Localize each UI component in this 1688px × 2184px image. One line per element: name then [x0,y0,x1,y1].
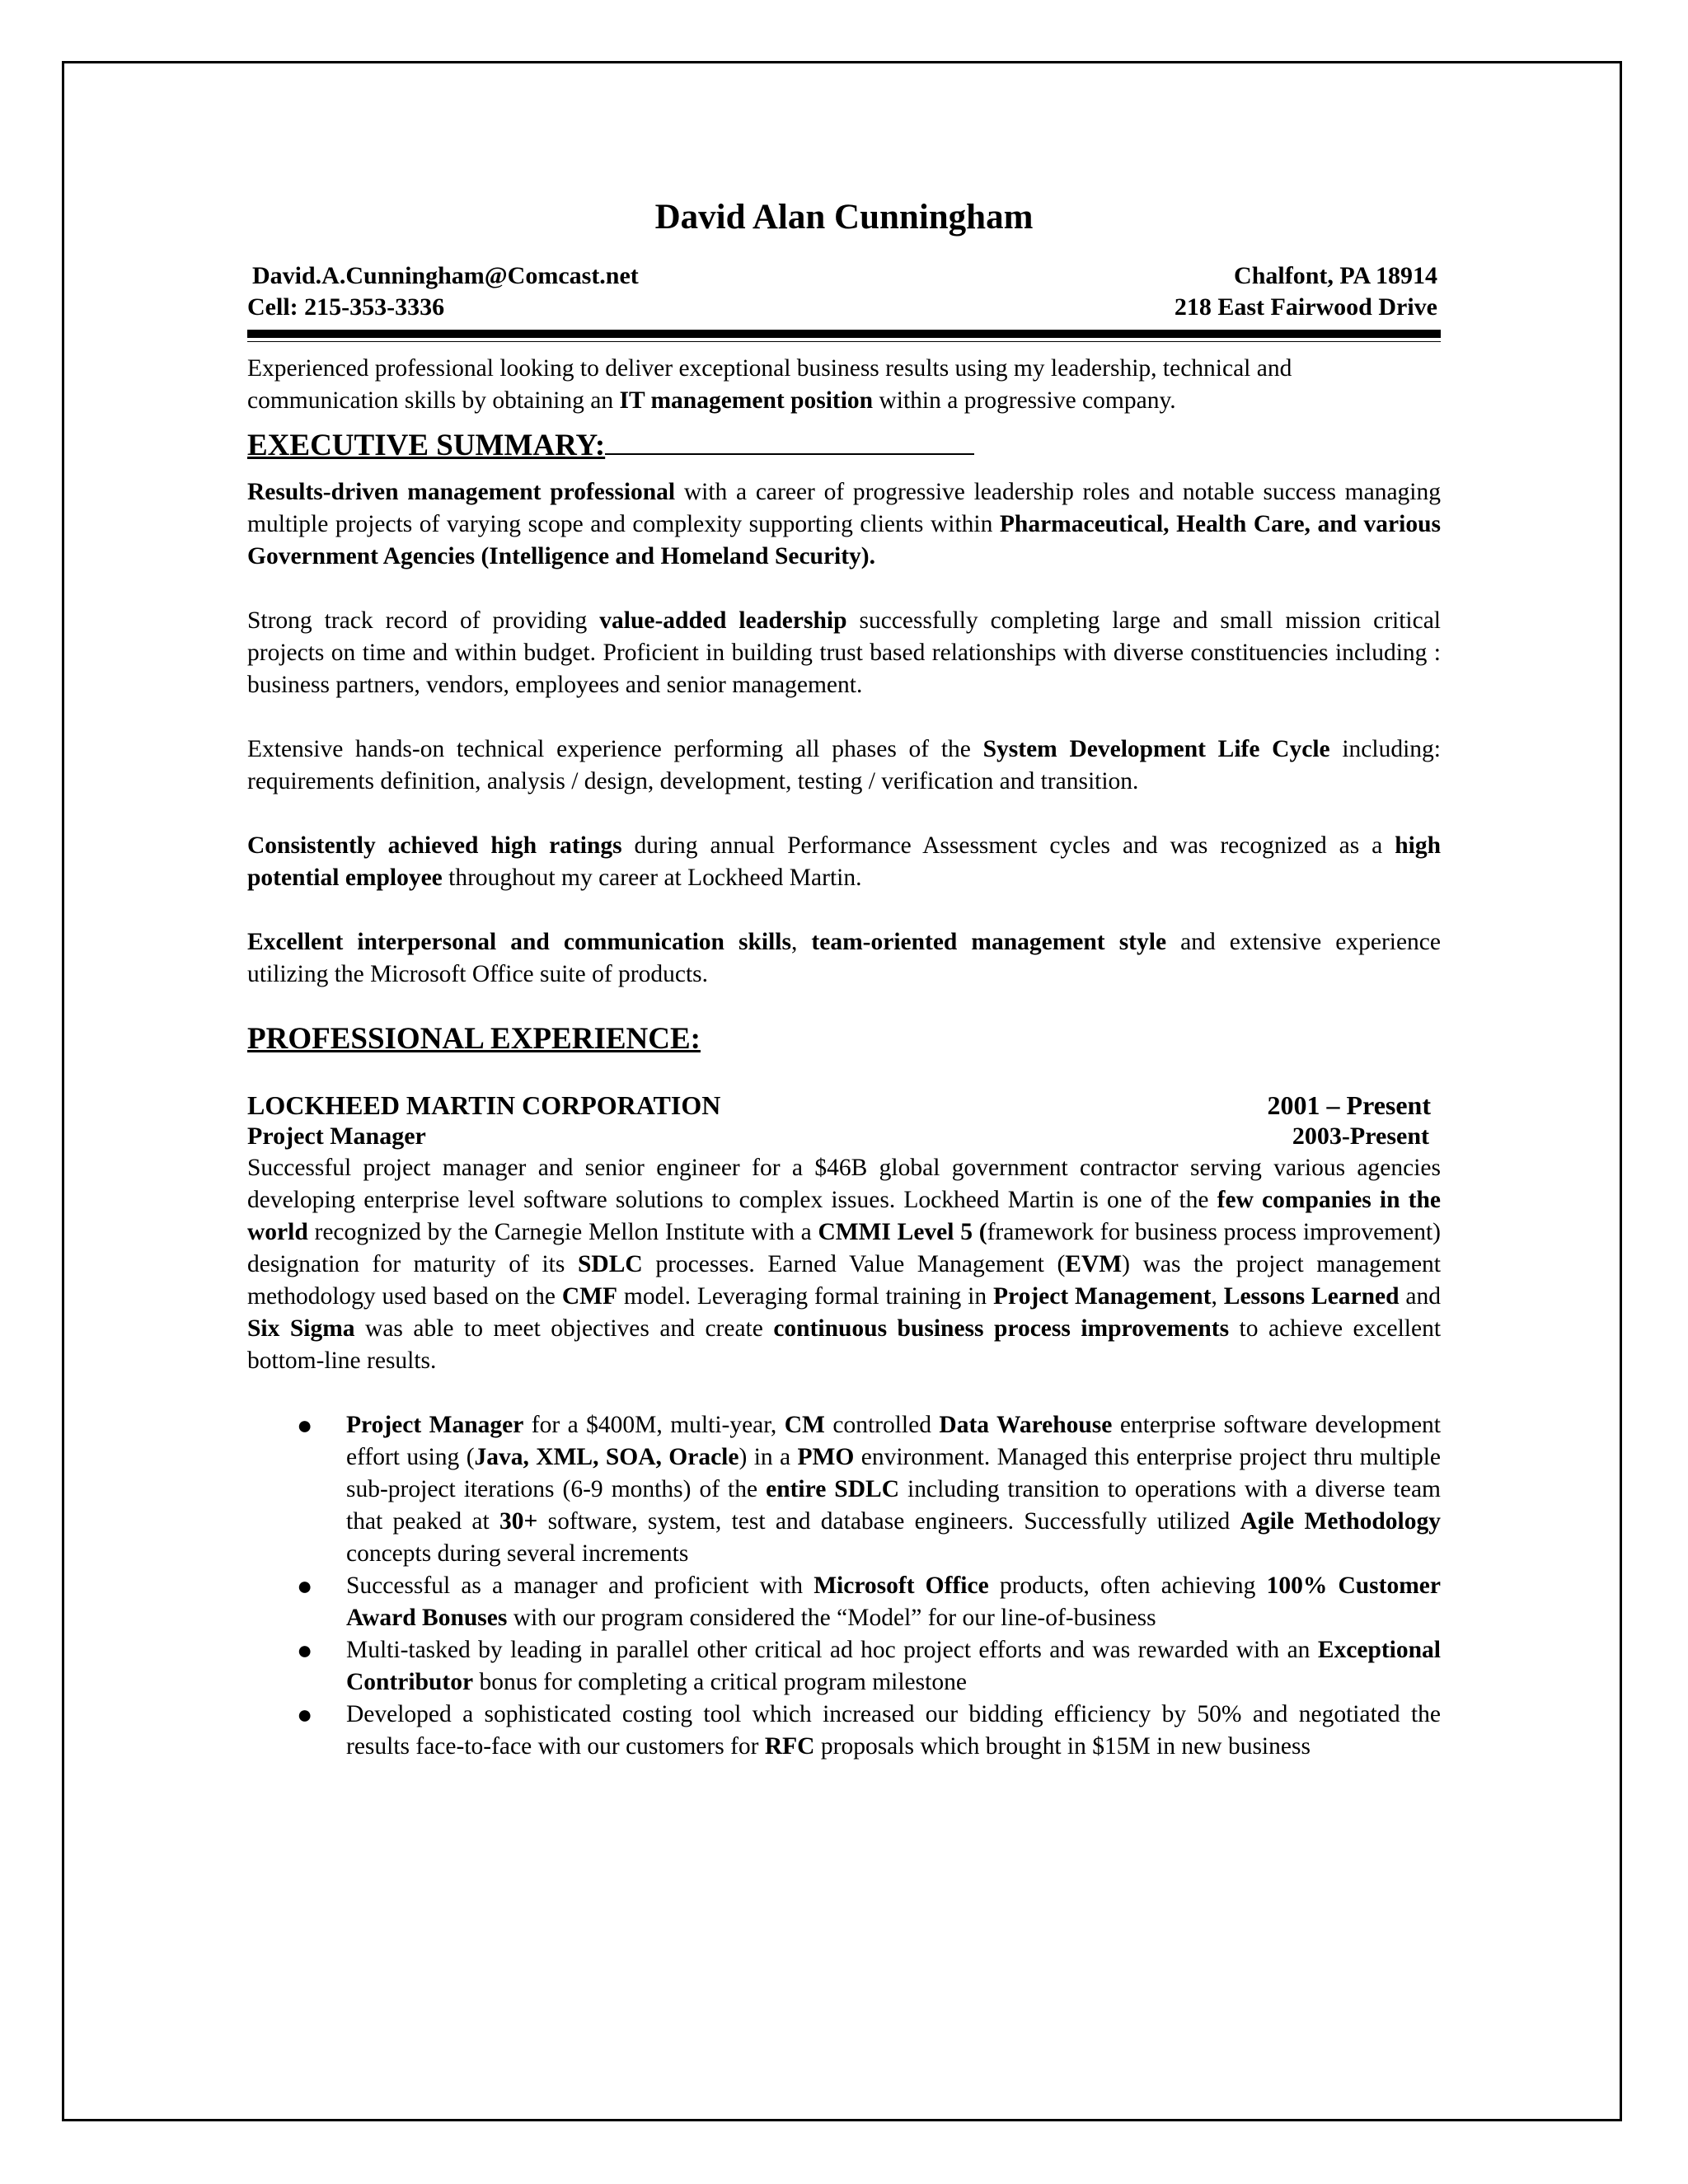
summary-text: successfully completing large and small mission critical projects on time and within budget. Proficient in building trust based relationships with diverse constituencies including : business partners, vendors, employees and senior management. [247,607,1442,698]
bullet-text: proposals which brought in $15M in new business [814,1733,1311,1760]
summary-paragraph-3 [247,733,1441,798]
desc-text: and [1399,1283,1442,1310]
job-title: Project Manager [247,1122,426,1150]
desc-bold: Project Management [993,1283,1212,1310]
bullet-text: enterprise software development effort using ( [346,1412,1441,1470]
summary-bold: value-added leadership [599,607,847,634]
bullet-text: including transition to operations with a diverse team that peaked at [346,1476,1441,1535]
bullet-text: environment. Managed this enterprise project thru multiple sub-project iterations (6-9 months) of the [346,1444,1441,1502]
objective-text: within a progressive company. [873,387,1176,414]
bullet-bold: Agile Methodology [1240,1508,1441,1535]
summary-bold: Results-driven management professional [247,479,676,505]
desc-text: was able to meet objectives and create [354,1315,774,1342]
executive-summary-title: EXECUTIVE SUMMARY: [247,429,606,462]
bullet-bold: entire SDLC [766,1476,900,1502]
bullet-bold: Data Warehouse [939,1412,1113,1438]
list-item [247,1409,1441,1570]
email-address: David.A.Cunningham@Comcast.net [252,262,639,289]
role-dates: 2003-Present [1292,1122,1429,1150]
bullet-icon: ● [297,1410,313,1440]
bullet-text: bonus for completing a critical program milestone [473,1669,967,1695]
bullet-text: controlled [824,1412,940,1438]
summary-paragraph-2 [247,605,1441,701]
professional-experience-heading [247,1020,1441,1058]
bullet-bold: 30+ [499,1508,538,1535]
bullet-text: for a $400M, multi-year, [523,1412,785,1438]
summary-text: and extensive experience utilizing the Microsoft Office suite of products. [247,929,1441,987]
list-item [247,1634,1441,1699]
desc-text: Successful project manager and senior engineer for a $46B global government contractor serving various agencies developing enterprise level software solutions to complex issues. Lockheed Martin is one of the [247,1155,1441,1213]
summary-text: , [790,929,812,955]
bullet-bold: Java, XML, SOA, Oracle [474,1444,739,1470]
executive-summary-heading [247,427,1441,465]
bullet-bold: RFC [764,1733,815,1760]
desc-bold: CMF [561,1283,617,1310]
bullet-bold: Exceptional Contributor [346,1637,1441,1695]
bullet-icon: ● [297,1699,313,1729]
bullet-icon: ● [297,1635,313,1665]
street-address: 218 East Fairwood Drive [1174,293,1437,321]
list-item [247,1699,1441,1763]
cell-phone: Cell: 215-353-3336 [247,293,445,321]
objective-highlight: IT management position [619,387,874,414]
summary-bold: Excellent interpersonal and communication skills [247,929,791,955]
professional-experience-title: PROFESSIONAL EXPERIENCE: [247,1022,701,1056]
desc-bold: SDLC [577,1251,643,1277]
bullet-bold: CM [784,1412,825,1438]
bullet-bold: Microsoft Office [814,1572,989,1599]
contact-row-2 [247,292,1441,323]
bullet-text: with our program considered the “Model” for our line-of-business [507,1605,1156,1631]
contact-block [247,260,1441,323]
desc-bold: Lessons Learned [1223,1283,1400,1310]
desc-bold: continuous business process improvements [773,1315,1230,1342]
desc-text: framework for business process improvement) designation for maturity of its [247,1219,1441,1277]
desc-text: processes. Earned Value Management ( [642,1251,1066,1277]
resume-document [247,196,1441,1763]
company-dates: 2001 – Present [1267,1090,1431,1120]
bullet-text: concepts during several increments [346,1540,689,1567]
bullet-text: Developed a sophisticated costing tool which increased our bidding efficiency by 50% and negotiated the results face-to-face with our customers for [346,1701,1441,1760]
summary-paragraph-4 [247,830,1441,894]
desc-text: recognized by the Carnegie Mellon Institute with a [307,1219,818,1245]
summary-text: throughout my career at Lockheed Martin. [442,865,862,891]
bullet-text: Multi-tasked by leading in parallel other critical ad hoc project efforts and was rewarded with an [346,1637,1318,1663]
bullet-text: ) in a [738,1444,798,1470]
candidate-name: David Alan Cunningham [654,198,1034,237]
summary-bold: Pharmaceutical, Health Care, and various Government Agencies (Intelligence and Homeland Security). [247,511,1441,569]
bullet-bold: Project Manager [346,1412,524,1438]
summary-text: including: requirements definition, analysis / design, development, testing / verification and transition. [247,736,1441,794]
summary-bold: high potential employee [247,832,1441,891]
desc-text: , [1211,1283,1224,1310]
desc-text: to achieve excellent bottom-line results. [247,1315,1442,1374]
bullet-icon: ● [297,1571,313,1601]
city-state-zip: Chalfont, PA 18914 [1234,262,1437,289]
summary-text: Extensive hands-on technical experience performing all phases of the [247,736,983,762]
accomplishments-list [247,1409,1441,1763]
summary-text: Strong track record of providing [247,607,600,634]
summary-bold: System Development Life Cycle [982,736,1330,762]
objective-statement [247,353,1441,417]
company-name: LOCKHEED MARTIN CORPORATION [247,1090,721,1120]
desc-bold: EVM [1065,1251,1123,1277]
summary-text: with a career of progressive leadership roles and notable success managing multiple projects of varying scope and complexity supporting clients within [247,479,1442,537]
bullet-text: Successful as a manager and proficient with [346,1572,814,1599]
contact-row-1 [247,260,1441,292]
bullet-text: software, system, test and database engineers. Successfully utilized [537,1508,1240,1535]
desc-bold: Six Sigma [247,1315,355,1342]
bullet-bold: PMO [797,1444,855,1470]
bullet-bold: 100% Customer Award Bonuses [346,1572,1441,1631]
role-description [247,1152,1441,1377]
bullet-text: products, often achieving [988,1572,1267,1599]
desc-text: ) was the project management methodology used based on the [247,1251,1442,1310]
desc-text: model. Leveraging formal training in [617,1283,993,1310]
desc-bold: CMMI Level 5 ( [818,1219,987,1245]
company-row [247,1090,1441,1121]
summary-paragraph-1 [247,476,1441,573]
objective-text: Experienced professional looking to deliver exceptional business results using my leadership, technical and communication skills by obtaining an [247,355,1292,414]
summary-bold: Consistently achieved high ratings [247,832,622,859]
summary-bold: team-oriented management style [811,929,1167,955]
header-divider [247,330,1441,338]
desc-bold: few companies in the world [247,1187,1441,1245]
role-row [247,1121,1441,1152]
list-item [247,1570,1441,1634]
summary-paragraph-5 [247,926,1441,991]
summary-text: during annual Performance Assessment cycles and was recognized as a [621,832,1395,859]
heading-underline [605,429,974,455]
